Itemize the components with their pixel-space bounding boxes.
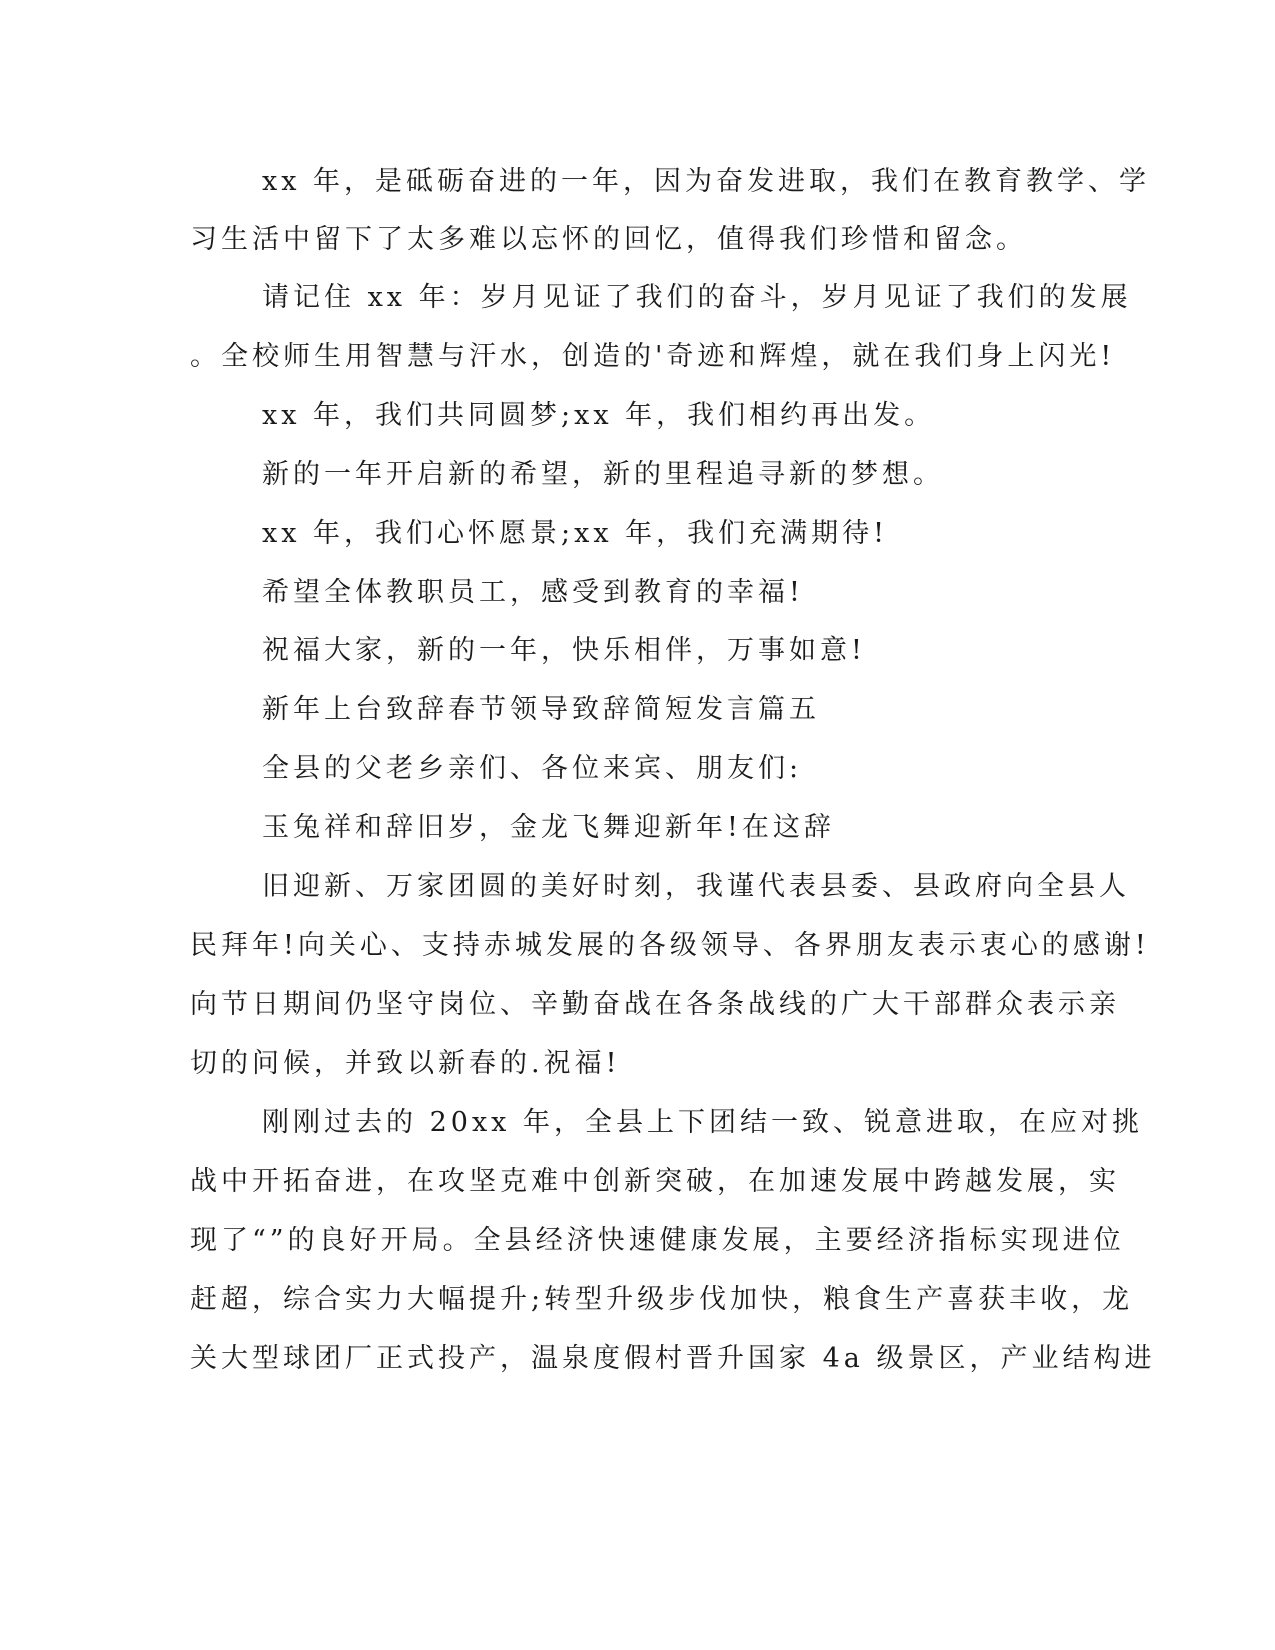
paragraph-line: 赶超，综合实力大幅提升;转型升级步伐加快，粮食生产喜获丰收，龙 xyxy=(190,1284,1134,1315)
paragraph-line: 请记住 xx 年：岁月见证了我们的奋斗，岁月见证了我们的发展 xyxy=(262,282,1132,313)
paragraph-line: 祝福大家，新的一年，快乐相伴，万事如意! xyxy=(262,635,866,666)
paragraph-line: 希望全体教职员工，感受到教育的幸福! xyxy=(262,577,804,608)
paragraph-line: xx 年，我们共同圆梦;xx 年，我们相约再出发。 xyxy=(262,400,936,431)
paragraph-line: 全县的父老乡亲们、各位来宾、朋友们: xyxy=(262,753,803,784)
paragraph-line: 民拜年!向关心、支持赤城发展的各级领导、各界朋友表示衷心的感谢! xyxy=(190,930,1150,961)
paragraph-line: 向节日期间仍坚守岗位、辛勤奋战在各条战线的广大干部群众表示亲 xyxy=(190,989,1120,1020)
paragraph-line: 玉兔祥和辞旧岁，金龙飞舞迎新年!在这辞 xyxy=(262,812,835,843)
paragraph-line: xx 年，是砥砺奋进的一年，因为奋发进取，我们在教育教学、学 xyxy=(262,166,1151,197)
paragraph-line: 战中开拓奋进，在攻坚克难中创新突破，在加速发展中跨越发展，实 xyxy=(190,1166,1120,1197)
paragraph-line: 旧迎新、万家团圆的美好时刻，我谨代表县委、县政府向全县人 xyxy=(262,871,1130,902)
section-heading: 新年上台致辞春节领导致辞简短发言篇五 xyxy=(262,694,820,725)
paragraph-line: 。全校师生用智慧与汗水，创造的'奇迹和辉煌，就在我们身上闪光! xyxy=(190,341,1116,372)
paragraph-line: 习生活中留下了太多难以忘怀的回忆，值得我们珍惜和留念。 xyxy=(190,224,1027,255)
paragraph-line: 切的问候，并致以新春的.祝福! xyxy=(190,1048,621,1079)
paragraph-line: 现了“”的良好开局。全县经济快速健康发展，主要经济指标实现进位 xyxy=(190,1225,1125,1256)
paragraph-line: xx 年，我们心怀愿景;xx 年，我们充满期待! xyxy=(262,518,889,549)
paragraph-line: 关大型球团厂正式投产，温泉度假村晋升国家 4a 级景区，产业结构进 xyxy=(190,1343,1156,1374)
paragraph-line: 刚刚过去的 20xx 年，全县上下团结一致、锐意进取，在应对挑 xyxy=(262,1107,1143,1138)
paragraph-line: 新的一年开启新的希望，新的里程追寻新的梦想。 xyxy=(262,459,944,490)
